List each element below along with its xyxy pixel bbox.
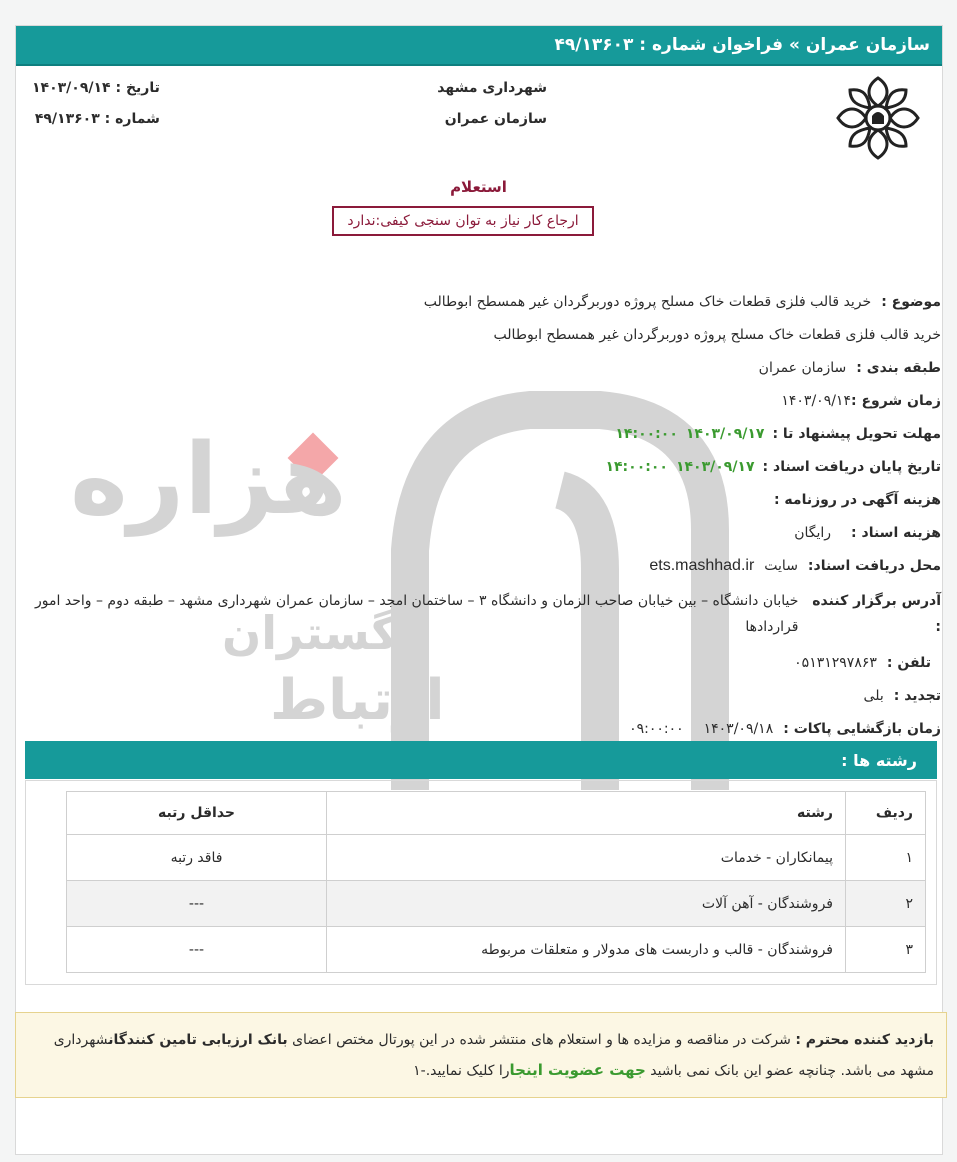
deadline-label: مهلت تحویل پیشنهاد تا : <box>772 425 941 442</box>
table-row <box>67 835 926 881</box>
notice-text-3: را کلیک نمایید.-۱ <box>413 1063 510 1079</box>
notice-lead: بازدید کننده محترم : <box>795 1032 934 1048</box>
doc-cost-row <box>14 516 941 549</box>
header-field: رشته <box>327 792 846 835</box>
subject-label: موضوع : <box>881 293 941 310</box>
page-banner: سازمان عمران » فراخوان شماره : ۴۹/۱۳۶۰۳ <box>16 26 942 66</box>
docs-end-date: ۱۴۰۳/۰۹/۱۷ <box>675 458 755 475</box>
date-label: تاریخ : <box>115 80 160 96</box>
doc-title: استعلام <box>450 178 507 196</box>
opening-label: زمان بازگشایی پاکات : <box>783 720 941 737</box>
notice-bank: بانک ارزیابی تامین کنندگان <box>108 1032 288 1048</box>
phone-row <box>14 646 941 679</box>
join-link[interactable]: جهت عضویت اینجا <box>509 1061 646 1079</box>
details-section <box>14 285 941 745</box>
header-row-number: ردیف <box>846 792 926 835</box>
phone-value: ۰۵۱۳۱۲۹۷۸۶۳ <box>794 654 877 671</box>
date-line <box>32 80 160 96</box>
watermark-text-main: هزاره <box>70 423 347 537</box>
opening-date: ۱۴۰۳/۰۹/۱۸ <box>703 720 774 737</box>
subject-value: خرید قالب فلزی قطعات خاک مسلح پروژه دوربرگردان غیر همسطح ابوطالب <box>423 293 872 310</box>
start-value: ۱۴۰۳/۰۹/۱۴ <box>781 392 851 409</box>
number-line <box>32 111 160 127</box>
notice-text-1: شرکت در مناقصه و مزایده ها و استعلام های منتشر شده در این پورتال مختص اعضای <box>292 1032 791 1048</box>
fields-table-wrapper <box>25 780 937 985</box>
phone-label: تلفن : <box>886 654 931 671</box>
fields-header: رشته ها : <box>25 741 937 779</box>
row-number: ۱ <box>846 835 926 881</box>
category-value: سازمان عمران <box>758 359 847 376</box>
number-value: ۴۹/۱۳۶۰۳ <box>34 111 100 127</box>
deadline-time: ۱۴:۰۰:۰۰ <box>615 425 678 442</box>
docs-end-label: تاریخ پایان دریافت اسناد : <box>762 458 941 475</box>
deadline-row <box>14 417 941 450</box>
doc-place-link[interactable]: ets.mashhad.ir <box>649 556 755 574</box>
category-row <box>14 351 941 384</box>
subject-row <box>14 285 941 318</box>
number-label: شماره : <box>104 111 160 127</box>
ad-cost-label: هزینه آگهی در روزنامه : <box>773 491 941 508</box>
opening-time: ۰۹:۰۰:۰۰ <box>629 720 684 737</box>
renewal-row <box>14 679 941 712</box>
row-number: ۲ <box>846 881 926 927</box>
municipality-logo <box>832 72 924 164</box>
ad-cost-row <box>14 483 941 516</box>
org-department: سازمان عمران <box>444 111 547 127</box>
row-field: پیمانکاران - خدمات <box>327 835 846 881</box>
description-value: خرید قالب فلزی قطعات خاک مسلح پروژه دوربرگردان غیر همسطح ابوطالب <box>493 326 941 343</box>
address-value: خیابان دانشگاه – بین خیابان صاحب الزمان و دانشگاه ۳ – ساختمان امجد – سازمان عمران شهرداری مشهد – طبقه دوم – واحد امور قراردادها <box>35 593 799 635</box>
referral-box: ارجاع کار نیاز به توان سنجی کیفی:ندارد <box>332 206 594 236</box>
start-row <box>14 384 941 417</box>
header-min-rank: حداقل رتبه <box>67 792 327 835</box>
doc-place-row <box>14 549 941 582</box>
deadline-date: ۱۴۰۳/۰۹/۱۷ <box>685 425 765 442</box>
organization-block <box>437 80 547 142</box>
start-label: زمان شروع : <box>850 392 941 409</box>
doc-place-label: محل دریافت اسناد: <box>807 557 941 574</box>
table-row <box>67 881 926 927</box>
renewal-label: تجدید : <box>893 687 941 704</box>
meta-block <box>32 80 160 142</box>
table-header-row <box>67 792 926 835</box>
doc-place-prefix: سایت <box>764 557 798 574</box>
visitor-notice <box>15 1012 947 1098</box>
watermark-text-sub2: ارتباط <box>270 668 445 733</box>
doc-cost-label: هزینه اسناد : <box>851 524 941 541</box>
docs-end-row <box>14 450 941 483</box>
docs-end-time: ۱۴:۰۰:۰۰ <box>605 458 668 475</box>
address-label: آدرس برگزار کننده : <box>812 593 941 635</box>
address-row <box>14 582 941 646</box>
watermark-text-sub: گستران <box>222 606 398 660</box>
row-field: فروشندگان - آهن آلات <box>327 881 846 927</box>
org-municipality: شهرداری مشهد <box>437 80 547 96</box>
date-value: ۱۴۰۳/۰۹/۱۴ <box>32 80 111 96</box>
notice-text-2: شهرداری مشهد می باشد. چنانچه عضو این بانک نمی باشید <box>53 1032 934 1079</box>
row-rank: فاقد رتبه <box>67 835 327 881</box>
doc-cost-value: رایگان <box>794 524 832 541</box>
row-number: ۳ <box>846 927 926 973</box>
table-row <box>67 927 926 973</box>
row-rank: --- <box>67 927 327 973</box>
row-field: فروشندگان - قالب و داربست های مدولار و متعلقات مربوطه <box>327 927 846 973</box>
category-label: طبقه بندی : <box>856 359 941 376</box>
description-row <box>14 318 941 351</box>
fields-table <box>66 791 926 973</box>
row-rank: --- <box>67 881 327 927</box>
renewal-value: بلی <box>863 687 884 704</box>
